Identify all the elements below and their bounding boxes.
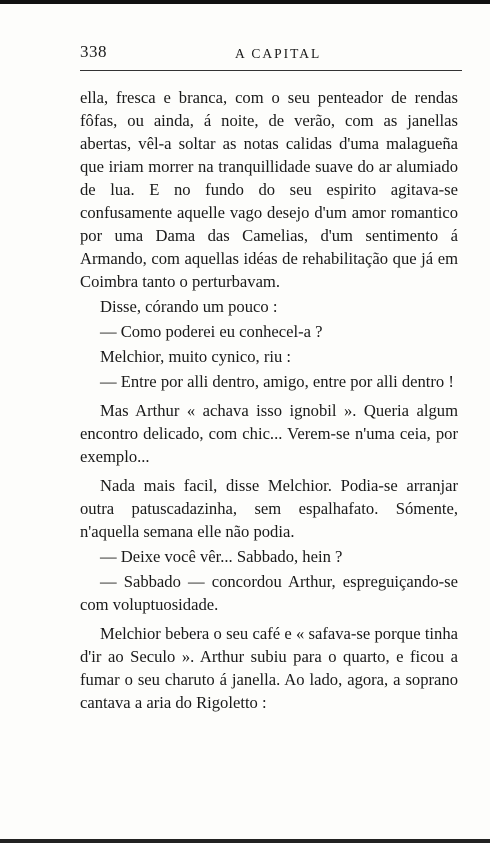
paragraph: ella, fresca e branca, com o seu penteador de rendas fôfas, ou ainda, á noite, de verão, com as janellas abertas, vêl-a soltar as notas calidas d'uma malagueña que iriam morrer na tranquillidade suave do ar alumiado de lua. E no fundo do seu espirito agitava-se confusamente aquelle vago desejo d'um amor romantico por uma Dama das Camelias, d'um sentimento á Armando, com aquellas idéas de rehabilitação que já em Coimbra tanto o perturbavam.	[80, 88, 458, 291]
paragraph: — Deixe você vêr... Sabbado, hein ?	[100, 547, 343, 566]
body-text	[80, 86, 458, 716]
paragraph: — Sabbado — concordou Arthur, espreguiçando-se com voluptuosidade.	[80, 572, 458, 614]
paragraph: Melchior, muito cynico, riu :	[100, 347, 292, 366]
running-head: A CAPITAL	[235, 46, 322, 61]
page-top-edge	[0, 0, 490, 4]
page-number: 338	[80, 42, 107, 61]
paragraph: — Entre por alli dentro, amigo, entre por alli dentro !	[100, 372, 454, 391]
paragraph: Nada mais facil, disse Melchior. Podia-se arranjar outra patuscadazinha, sem espalhafato. Sómente, n'aquella semana elle não podia.	[80, 476, 458, 541]
page-header	[80, 42, 462, 66]
page-bottom-edge	[0, 839, 490, 843]
paragraph: — Como poderei eu conhecel-a ?	[100, 322, 323, 341]
paragraph: Melchior bebera o seu café e « safava-se porque tinha d'ir ao Seculo ». Arthur subiu para o quarto, e ficou a fumar o seu charuto á janella. Ao lado, agora, a soprano cantava a aria do Rigoletto :	[80, 624, 458, 712]
paragraph: Mas Arthur « achava isso ignobil ». Queria algum encontro delicado, com chic... Verem-se n'uma ceia, por exemplo...	[80, 401, 458, 466]
header-rule	[80, 70, 462, 71]
paragraph: Disse, córando um pouco :	[100, 297, 278, 316]
